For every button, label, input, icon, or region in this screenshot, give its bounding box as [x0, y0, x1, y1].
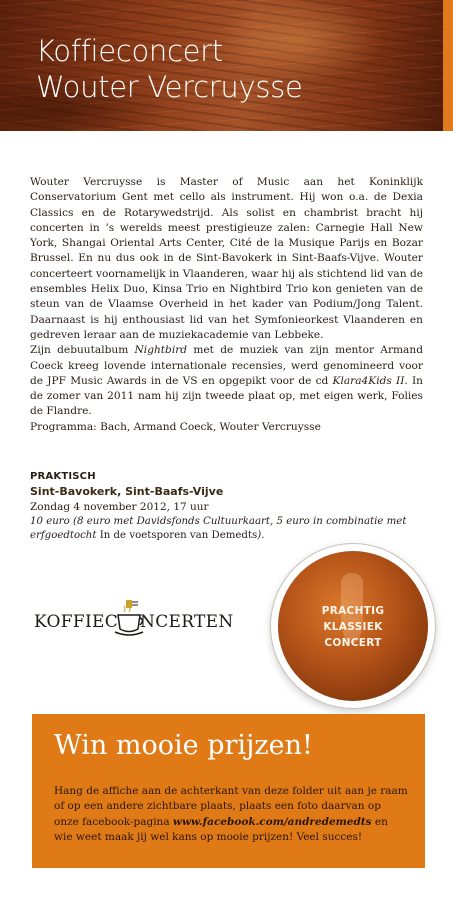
bio-paragraph-2: [30, 343, 423, 419]
biography: [30, 175, 423, 435]
promo-title: Win mooie prijzen!: [54, 730, 313, 761]
practical-info: [30, 470, 430, 543]
bio-text: Zijn debuutalbum: [30, 344, 135, 357]
program-line: Programma: Bach, Armand Coeck, Wouter Vercruysse: [30, 420, 321, 433]
badge-line-3: CONCERT: [324, 637, 382, 649]
title-line-1: Koffieconcert: [36, 34, 223, 68]
logo-text-end: NCERTEN: [140, 612, 234, 632]
price-info: [30, 515, 430, 543]
event-date: Zondag 4 november 2012, 17 uur: [30, 501, 209, 513]
concert-badge: [278, 551, 428, 701]
coffee-cup-icon: [112, 598, 146, 638]
promo-box: [32, 714, 425, 868]
promo-body: [54, 784, 409, 845]
bio-paragraph-1: Wouter Vercruysse is Master of Music aan het Koninklijk Conservatorium Gent met cello als instrument. Hij won o.a. de Dexia Classics en de Rotarywedstrijd. Als solist en chambrist bracht hij concerten in ’s werelds meest prestigieuze zalen: Carnegie Hall New York, Shangai Oriental Arts Center, Cité de la Musique Parijs en Bozar Brussel. En nu dus ook in de Sint-Bavokerk in Sint-Baafs-Vijve. Wouter concerteert voornamelijk in Vlaanderen, waar hij als stichtend lid van de ensembles Helix Duo, Kinsa Trio en Nightbird Trio kon genieten van de steun van de Vlaamse Overheid in het kader van Podium/Jong Talent. Daarnaast is hij enthousiast lid van het Symfonieorkest Vlaanderen en gedreven leraar aan de muziekacademie van Lebbeke.: [30, 176, 423, 341]
facebook-link[interactable]: www.facebook.com/andredemedts: [172, 815, 372, 828]
tour-name: In de voetsporen van Demedts: [96, 530, 258, 541]
venue: Sint-Bavokerk, Sint-Baafs-Vijve: [30, 485, 224, 498]
header-banner: [0, 0, 453, 131]
price-end: ).: [257, 530, 265, 541]
badge-line-1: PRACHTIG: [321, 605, 385, 617]
accent-stripe: [443, 0, 453, 131]
koffieconcerten-logo: [34, 598, 244, 640]
page-title: [36, 33, 303, 105]
cd-title: Klara4Kids II.: [332, 374, 408, 387]
price-text: 10 euro (8 euro met Davidsfonds Cultuurkaart, 5 euro in combinatie met erfgoedtocht: [30, 516, 407, 541]
album-title: Nightbird: [134, 344, 188, 357]
practical-heading: PRAKTISCH: [30, 471, 96, 482]
bio-text: In de zomer van 2011 nam hij zijn tweede plaat op, met eigen werk, Folies de Flandre.: [30, 374, 423, 418]
badge-line-2: KLASSIEK: [323, 621, 383, 633]
badge-text: [278, 603, 428, 651]
promo-text-end: en wie weet maak jij wel kans op mooie prijzen! Veel succes!: [54, 815, 388, 843]
title-line-2: Wouter Vercruysse: [36, 70, 303, 104]
bio-text: met de muziek van zijn mentor Armand Coeck kreeg lovende internationale recensies, werd genomineerd voor de JPF Music Awards in de VS en opgepikt voor de cd: [30, 344, 423, 387]
logo-text-start: KOFFIEC: [34, 612, 119, 632]
promo-text: Hang de affiche aan de achterkant van deze folder uit aan je raam of op een andere zichtbare plaats, plaats een foto daarvan op onze facebook-pagina: [54, 785, 408, 828]
